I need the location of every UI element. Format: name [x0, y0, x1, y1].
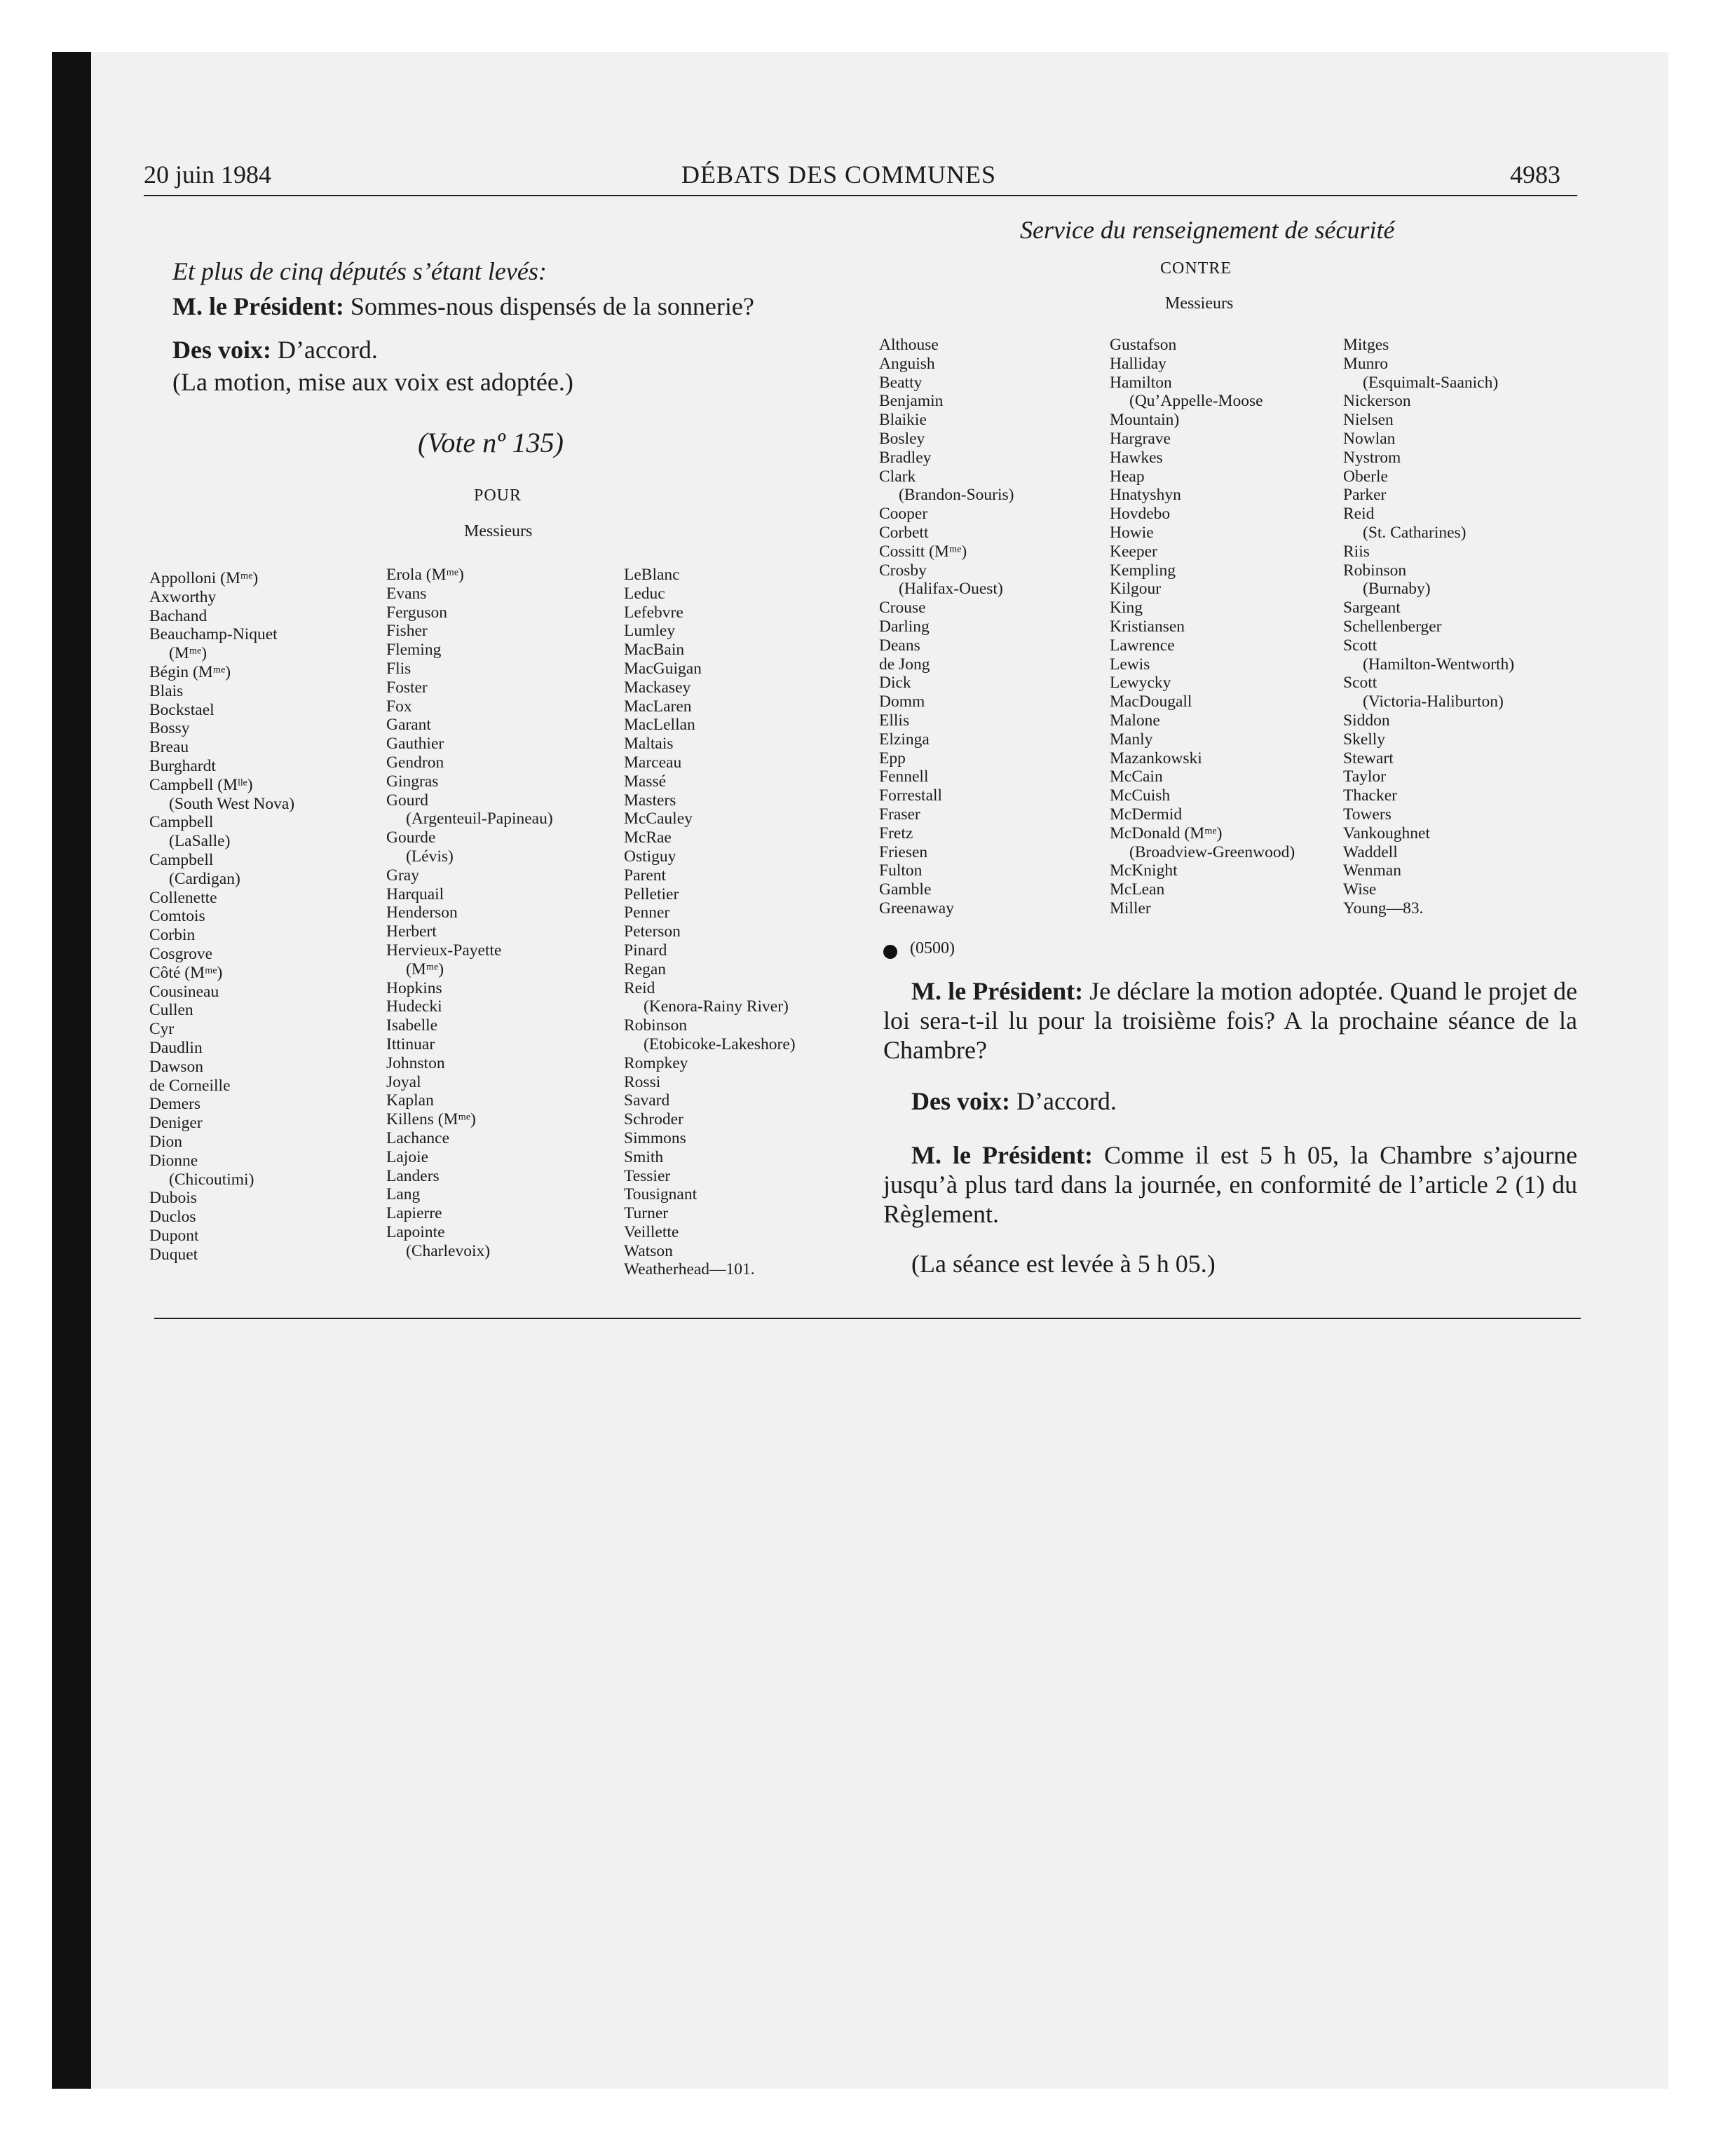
member-name: Campbell — [149, 813, 214, 832]
member-name: Thacker — [1343, 786, 1397, 805]
member-name: (Burnaby) — [1363, 580, 1431, 599]
member-name: Massé — [624, 772, 667, 791]
member-name: Lawrence — [1110, 636, 1175, 655]
member-name: Howie — [1110, 523, 1154, 542]
speech-text: D’accord. — [1009, 1087, 1117, 1115]
member-name: Fulton — [879, 861, 923, 880]
member-name: Dionne — [149, 1151, 198, 1170]
member-name: Campbell — [149, 850, 214, 869]
member-name: Hamilton — [1110, 373, 1172, 392]
member-name: (South West Nova) — [169, 794, 295, 813]
member-name: Mazankowski — [1110, 749, 1202, 767]
member-name: (St. Catharines) — [1363, 523, 1467, 542]
speaker-label: M. le Président: — [172, 292, 344, 320]
member-name: Harquail — [386, 885, 444, 903]
member-name: MacGuigan — [624, 659, 702, 678]
member-name: Bosley — [879, 429, 925, 448]
header-rule — [144, 195, 1577, 196]
member-name: Lajoie — [386, 1147, 429, 1166]
member-name: Deniger — [149, 1114, 203, 1133]
member-name: Maltais — [624, 735, 674, 753]
speaker-label: M. le Président: — [911, 977, 1084, 1005]
member-name: MacDougall — [1110, 692, 1192, 711]
contre-column-2 — [1110, 336, 1295, 918]
member-name: Robinson — [624, 1016, 688, 1035]
member-name: Veillette — [624, 1222, 679, 1241]
member-name: Parker — [1343, 486, 1387, 505]
member-name: Forrestall — [879, 786, 943, 805]
member-name: Siddon — [1343, 711, 1390, 730]
member-name: Epp — [879, 749, 906, 767]
member-name: Riis — [1343, 542, 1370, 561]
member-name: (Halifax-Ouest) — [899, 580, 1003, 599]
member-name: Turner — [624, 1204, 669, 1223]
member-name: Nystrom — [1343, 448, 1401, 467]
speech-voices-2 — [911, 1086, 1117, 1116]
member-name: Nowlan — [1343, 429, 1396, 448]
member-name: Crouse — [879, 599, 926, 618]
member-name: Crosby — [879, 561, 927, 580]
member-name: Cullen — [149, 1001, 193, 1020]
member-name: Hervieux-Payette — [386, 941, 502, 960]
member-name: Bockstael — [149, 700, 215, 719]
member-name: Johnston — [386, 1053, 445, 1072]
contre-heading: CONTRE — [1160, 259, 1232, 278]
member-name: Burghardt — [149, 756, 216, 775]
member-name: Ostiguy — [624, 847, 676, 866]
member-name: Ellis — [879, 711, 910, 730]
member-name: Benjamin — [879, 392, 944, 411]
member-name: Stewart — [1343, 749, 1394, 767]
member-name: Manly — [1110, 730, 1153, 749]
member-name: Peterson — [624, 922, 681, 941]
pour-column-3 — [624, 566, 796, 1279]
member-name: Breau — [149, 738, 189, 757]
member-name: (Charlevoix) — [406, 1241, 491, 1260]
member-name: Lumley — [624, 622, 676, 641]
member-name: Simmons — [624, 1128, 686, 1147]
member-name: Bégin (Mᵐᵉ) — [149, 662, 231, 681]
member-name: Corbin — [149, 926, 196, 945]
member-name: Pinard — [624, 941, 667, 960]
member-name: Ferguson — [386, 603, 448, 622]
member-name: Darling — [879, 617, 930, 636]
member-name: McCuish — [1110, 786, 1171, 805]
pour-heading: POUR — [474, 486, 522, 505]
member-name: Smith — [624, 1147, 664, 1166]
member-name: Lang — [386, 1185, 421, 1204]
member-name: Weatherhead—101. — [624, 1260, 755, 1279]
member-name: (Argenteuil-Papineau) — [406, 810, 553, 828]
speech-president-2 — [883, 976, 1577, 1065]
pour-column-1 — [149, 569, 294, 1264]
member-name: Fennell — [879, 767, 929, 786]
member-name: King — [1110, 599, 1143, 618]
member-name: Reid — [624, 978, 655, 997]
member-name: (Kenora-Rainy River) — [644, 997, 789, 1016]
intro-line: Et plus de cinq députés s’étant levés: — [172, 257, 547, 285]
member-name: Garant — [386, 716, 431, 735]
member-name: Wise — [1343, 880, 1377, 899]
speech-voices-1 — [172, 332, 378, 367]
member-name: Landers — [386, 1166, 440, 1185]
member-name: Sargeant — [1343, 599, 1401, 618]
member-name: Waddell — [1343, 842, 1398, 861]
member-name: Masters — [624, 791, 676, 810]
pour-column-2 — [386, 566, 553, 1260]
member-name: Duquet — [149, 1245, 198, 1264]
member-name: Regan — [624, 960, 667, 978]
member-name: Deans — [879, 636, 920, 655]
member-name: McLean — [1110, 880, 1165, 899]
member-name: (Mᵐᵉ) — [169, 644, 207, 663]
member-name: Clark — [879, 467, 916, 486]
contre-subheading: Messieurs — [1165, 294, 1234, 313]
member-name: Dupont — [149, 1226, 199, 1245]
member-name: Leduc — [624, 584, 665, 603]
member-name: Erola (Mᵐᵉ) — [386, 566, 464, 584]
header-page-number: 4983 — [1510, 161, 1560, 189]
member-name: Hawkes — [1110, 448, 1163, 467]
member-name: Comtois — [149, 907, 205, 926]
closing-line: (La séance est levée à 5 h 05.) — [911, 1250, 1216, 1278]
member-name: Friesen — [879, 842, 928, 861]
member-name: Hnatyshyn — [1110, 486, 1181, 505]
member-name: Blais — [149, 681, 184, 700]
member-name: Gingras — [386, 772, 439, 791]
member-name: Gourd — [386, 791, 429, 810]
member-name: Althouse — [879, 336, 939, 354]
member-name: McCauley — [624, 810, 693, 828]
member-name: Bachand — [149, 606, 207, 625]
vote-title: (Vote nº 135) — [418, 427, 564, 458]
member-name: Watson — [624, 1241, 673, 1260]
member-name: McRae — [624, 828, 672, 847]
member-name: Lachance — [386, 1128, 450, 1147]
member-name: Kristiansen — [1110, 617, 1185, 636]
member-name: (Brandon-Souris) — [899, 486, 1014, 505]
member-name: Lewycky — [1110, 674, 1171, 692]
member-name: Dubois — [149, 1189, 197, 1208]
motion-result: (La motion, mise aux voix est adoptée.) — [172, 368, 573, 396]
member-name: Joyal — [386, 1072, 421, 1091]
member-name: Dick — [879, 674, 911, 692]
member-name: MacLellan — [624, 716, 695, 735]
member-name: Fox — [386, 697, 412, 716]
member-name: Heap — [1110, 467, 1145, 486]
bullet-dot-icon — [883, 945, 897, 959]
member-name: Hudecki — [386, 997, 442, 1016]
member-name: Rossi — [624, 1072, 661, 1091]
scan-edge-bar — [52, 52, 91, 2089]
member-name: Gustafson — [1110, 336, 1177, 354]
member-name: Savard — [624, 1091, 670, 1110]
member-name: Mitges — [1343, 336, 1389, 354]
member-name: Mountain) — [1110, 411, 1180, 430]
member-name: Blaikie — [879, 411, 927, 430]
member-name: Parent — [624, 866, 667, 885]
member-name: Skelly — [1343, 730, 1386, 749]
member-name: Vankoughnet — [1343, 824, 1431, 842]
member-name: Kilgour — [1110, 580, 1162, 599]
member-name: Axworthy — [149, 587, 217, 606]
member-name: Herbert — [386, 922, 437, 941]
speech-text: Je déclare la motion adoptée. Quand le projet de loi sera-t-il lu pour la troisième fois? A la prochaine séance de la Chambre? — [883, 977, 1577, 1064]
member-name: Campbell (Mˡˡᵉ) — [149, 775, 253, 794]
member-name: Wenman — [1343, 861, 1401, 880]
member-name: Scott — [1343, 674, 1377, 692]
member-name: Reid — [1343, 505, 1375, 524]
member-name: (Etobicoke-Lakeshore) — [644, 1035, 796, 1053]
member-name: Elzinga — [879, 730, 930, 749]
member-name: de Jong — [879, 655, 930, 674]
member-name: Keeper — [1110, 542, 1157, 561]
speech-text: Comme il est 5 h 05, la Chambre s’ajourne jusqu’à plus tard dans la journée, en conformité de l’article 2 (1) du Règlement. — [883, 1141, 1577, 1228]
member-name: Gray — [386, 866, 419, 885]
member-name: Lewis — [1110, 655, 1150, 674]
member-name: (Victoria-Haliburton) — [1363, 692, 1504, 711]
member-name: (Esquimalt-Saanich) — [1363, 373, 1499, 392]
member-name: Daudlin — [149, 1038, 203, 1057]
member-name: Hargrave — [1110, 429, 1171, 448]
member-name: Gendron — [386, 753, 444, 772]
member-name: Marceau — [624, 753, 682, 772]
member-name: Tousignant — [624, 1185, 698, 1204]
member-name: McCain — [1110, 767, 1163, 786]
member-name: Isabelle — [386, 1016, 438, 1035]
member-name: Collenette — [149, 888, 217, 907]
speech-text: D’accord. — [271, 336, 378, 364]
member-name: Robinson — [1343, 561, 1407, 580]
member-name: Evans — [386, 584, 427, 603]
speech-president-3 — [883, 1140, 1577, 1229]
section-title: Service du renseignement de sécurité — [1020, 216, 1395, 244]
member-name: (Cardigan) — [169, 869, 240, 888]
speech-text: Sommes-nous dispensés de la sonnerie? — [343, 292, 754, 320]
member-name: Gamble — [879, 880, 932, 899]
member-name: Cosgrove — [149, 944, 213, 963]
member-name: (Hamilton-Wentworth) — [1363, 655, 1515, 674]
member-name: Hovdebo — [1110, 505, 1171, 524]
member-name: Flis — [386, 659, 411, 678]
member-name: (LaSalle) — [169, 832, 231, 851]
member-name: Foster — [386, 678, 428, 697]
speaker-label: Des voix: — [911, 1087, 1010, 1115]
member-name: Ittinuar — [386, 1035, 435, 1053]
member-name: McKnight — [1110, 861, 1178, 880]
member-name: Schroder — [624, 1110, 683, 1129]
member-name: Anguish — [879, 354, 935, 373]
member-name: Cousineau — [149, 982, 219, 1001]
member-name: Fisher — [386, 622, 428, 641]
member-name: McDermid — [1110, 805, 1183, 824]
member-name: Dawson — [149, 1057, 204, 1076]
member-name: Towers — [1343, 805, 1392, 824]
speaker-label: M. le Président: — [911, 1141, 1093, 1169]
member-name: Lapointe — [386, 1222, 445, 1241]
member-name: (Chicoutimi) — [169, 1170, 254, 1189]
member-name: Cooper — [879, 505, 928, 524]
time-marker: (0500) — [910, 939, 955, 957]
member-name: Cossitt (Mᵐᵉ) — [879, 542, 967, 561]
member-name: Bradley — [879, 448, 932, 467]
member-name: Hopkins — [386, 978, 442, 997]
member-name: Malone — [1110, 711, 1160, 730]
member-name: Taylor — [1343, 767, 1386, 786]
member-name: LeBlanc — [624, 566, 680, 584]
header-title: DÉBATS DES COMMUNES — [681, 161, 997, 189]
speaker-label: Des voix: — [172, 336, 271, 364]
member-name: Demers — [149, 1095, 201, 1114]
contre-column-3 — [1343, 336, 1514, 918]
member-name: Beatty — [879, 373, 923, 392]
member-name: Dion — [149, 1132, 182, 1151]
member-name: Oberle — [1343, 467, 1388, 486]
member-name: Tessier — [624, 1166, 671, 1185]
pour-subheading: Messieurs — [464, 522, 533, 540]
member-name: MacLaren — [624, 697, 692, 716]
member-name: Greenaway — [879, 899, 954, 917]
member-name: Kempling — [1110, 561, 1176, 580]
contre-column-1 — [879, 336, 1014, 918]
member-name: Fretz — [879, 824, 913, 842]
member-name: Henderson — [386, 903, 458, 922]
member-name: Cyr — [149, 1020, 175, 1039]
member-name: Nielsen — [1343, 411, 1394, 430]
member-name: Pelletier — [624, 885, 679, 903]
member-name: Fraser — [879, 805, 920, 824]
member-name: Halliday — [1110, 354, 1166, 373]
member-name: Gauthier — [386, 735, 444, 753]
member-name: Schellenberger — [1343, 617, 1442, 636]
member-name: Young—83. — [1343, 899, 1424, 917]
speech-president-1 — [172, 289, 754, 324]
member-name: Bossy — [149, 719, 190, 738]
member-name: Killens (Mᵐᵉ) — [386, 1110, 476, 1129]
header-date: 20 juin 1984 — [144, 161, 272, 189]
member-name: Beauchamp-Niquet — [149, 625, 278, 644]
member-name: Munro — [1343, 354, 1388, 373]
member-name: Kaplan — [386, 1091, 434, 1110]
member-name: MacBain — [624, 641, 685, 660]
member-name: (Broadview-Greenwood) — [1129, 842, 1295, 861]
member-name: Gourde — [386, 828, 436, 847]
member-name: Duclos — [149, 1208, 196, 1227]
member-name: Scott — [1343, 636, 1377, 655]
member-name: Appolloni (Mᵐᵉ) — [149, 569, 259, 587]
member-name: Domm — [879, 692, 925, 711]
member-name: (Lévis) — [406, 847, 454, 866]
member-name: Mackasey — [624, 678, 691, 697]
member-name: Miller — [1110, 899, 1151, 917]
member-name: (Qu’Appelle-Moose — [1129, 392, 1263, 411]
member-name: Rompkey — [624, 1053, 688, 1072]
bottom-rule — [154, 1318, 1581, 1319]
member-name: Corbett — [879, 523, 929, 542]
member-name: Penner — [624, 903, 670, 922]
member-name: Lefebvre — [624, 603, 683, 622]
member-name: Lapierre — [386, 1204, 442, 1223]
member-name: de Corneille — [149, 1076, 231, 1095]
member-name: McDonald (Mᵐᵉ) — [1110, 824, 1223, 842]
member-name: Nickerson — [1343, 392, 1411, 411]
member-name: Côté (Mᵐᵉ) — [149, 963, 223, 982]
member-name: (Mᵐᵉ) — [406, 960, 444, 978]
member-name: Fleming — [386, 641, 442, 660]
